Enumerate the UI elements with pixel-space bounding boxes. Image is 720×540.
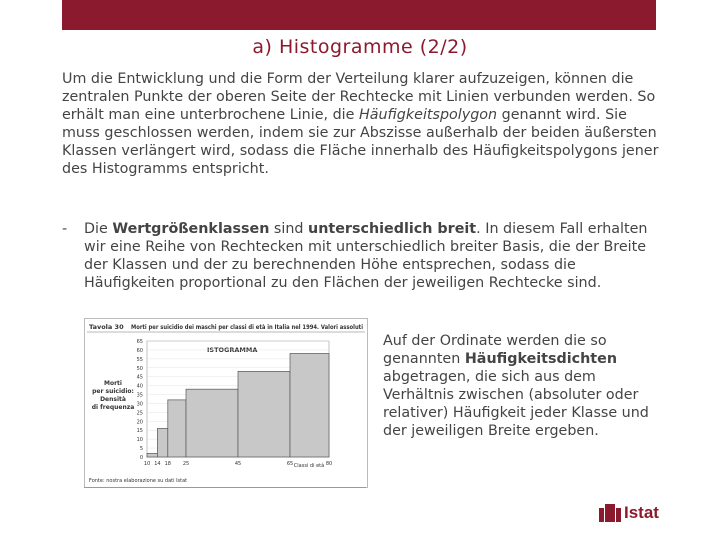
chart-xtick-label: 14 (154, 461, 161, 467)
chart-title: Morti per suicidio dei maschi per classi di età in Italia nel 1994. Valori assoluti (131, 323, 363, 331)
chart-bar (157, 428, 167, 457)
chart-xtick-label: 80 (325, 461, 333, 467)
chart-ytick-label: 45 (136, 374, 143, 381)
chart-x-label: Classi di età (293, 463, 325, 469)
chart-figure-label: Tavola 30 (89, 323, 124, 331)
chart-bar (168, 400, 186, 457)
chart-ytick-label: 60 (136, 347, 143, 354)
chart-xtick-label: 65 (286, 461, 294, 467)
intro-text-start: Um die Entwicklung und die Form der Verteilung klarer aufzuzeigen, können die zentralen Punkte der oberen Seite der Rechtecke mit Linien verbunden werden. So erhält man eine unterbrochene Linie, die (62, 71, 656, 123)
bullet-item (62, 220, 662, 292)
chart-ytick-label: 40 (136, 383, 143, 390)
chart-ytick-label: 25 (136, 410, 143, 417)
chart-ytick-label: 35 (136, 392, 143, 399)
chart-ytick-label: 10 (136, 437, 143, 444)
term-polygon: Häufigkeitspolygon (358, 107, 498, 123)
top-banner (62, 0, 656, 30)
chart-ytick-label: 55 (136, 356, 143, 363)
chart-ytick-label: 30 (136, 401, 143, 408)
bullet-dash: - (62, 221, 68, 237)
chart-bar (186, 389, 238, 457)
bullet-text (84, 220, 662, 292)
chart-inner-title: ISTOGRAMMA (207, 346, 258, 354)
figure-divider (84, 487, 366, 488)
chart-source: Fonte: nostra elaborazione su dati Istat (89, 478, 188, 484)
chart-xtick-label: 45 (234, 461, 242, 467)
chart-xtick-label: 25 (182, 461, 190, 467)
chart-bar (238, 371, 290, 457)
chart-xtick-label: 18 (164, 461, 171, 467)
side-bold: Häufigkeitsdichten (464, 351, 618, 367)
histogram-chart (85, 319, 367, 487)
bullet-part1: Die (84, 221, 113, 237)
intro-paragraph (62, 70, 662, 178)
chart-ytick-label: 50 (136, 365, 143, 372)
chart-bar (290, 353, 329, 457)
istat-logo-icon (599, 504, 621, 522)
chart-y-label: Morti per suicidio: Densità di frequenza (91, 380, 135, 411)
histogram-figure (84, 318, 368, 488)
istat-logo-text: Istat (624, 503, 659, 522)
bullet-bold1: Wertgrößenklassen (112, 221, 270, 237)
chart-ytick-label: 20 (136, 419, 143, 426)
side-part2: abgetragen, die sich aus dem Verhältnis zwischen (absoluter oder relativer) Häufigkeit jeder Klasse und der jeweiligen Breite ergeben. (383, 369, 649, 439)
chart-ytick-label: 65 (136, 339, 143, 345)
chart-xtick-label: 10 (143, 461, 151, 467)
slide-title: a) Histogramme (2/2) (252, 36, 468, 58)
chart-bar (147, 453, 157, 457)
bullet-part2: sind (269, 221, 309, 237)
bullet-bold2: unterschiedlich breit (308, 221, 477, 237)
chart-ytick-label: 0 (139, 455, 143, 461)
chart-ytick-label: 15 (136, 428, 143, 435)
chart-ytick-label: 5 (139, 446, 143, 453)
side-note (383, 332, 653, 440)
intro-text-end: genannt wird. Sie muss geschlossen werden, indem sie zur Abszisse außerhalb der beiden äußersten Klassen verlängert wird, sodass die Fläche innerhalb des Häufigkeitspolygons jener des Histogramms entspricht. (62, 107, 659, 177)
bullet-part3: . In diesem Fall erhalten wir eine Reihe von Rechtecken mit unterschiedlich breiter Basis, die der Breite der Klassen und der zu berechnenden Höhe entsprechen, sodass die Häufigkeiten proportional zu den Flächen der jeweiligen Rechtecke sind. (84, 221, 648, 291)
side-part1: Auf der Ordinate werden die so genannten (383, 333, 607, 367)
